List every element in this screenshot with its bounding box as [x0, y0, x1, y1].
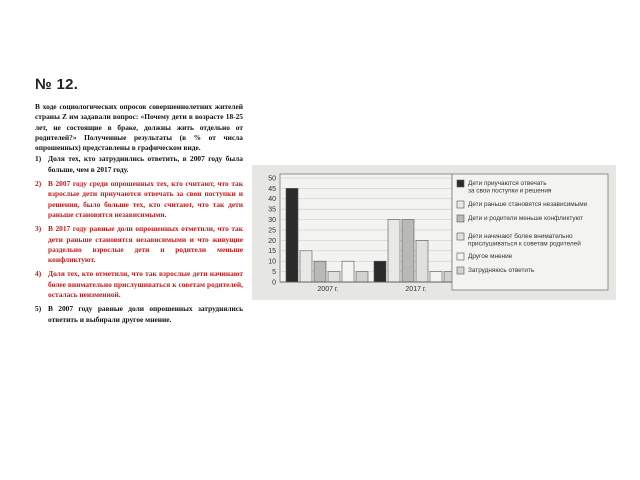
y-tick-label: 50: [268, 175, 276, 183]
legend-swatch: [457, 215, 464, 222]
legend-label: Затрудняюсь ответить: [468, 267, 535, 274]
answer-number: 1): [35, 154, 42, 164]
y-tick-label: 15: [268, 248, 276, 256]
legend-swatch: [457, 267, 464, 274]
task-text: [35, 102, 243, 329]
chart-photo: [252, 165, 616, 300]
answer-number: 4): [35, 269, 42, 279]
bar: [402, 220, 414, 282]
y-tick-label: 10: [268, 258, 276, 266]
x-tick-label: 2007 г.: [317, 286, 339, 293]
answer-number: 5): [35, 304, 42, 314]
answer-text: Доля тех, кто затруднились ответить, в 2007 году была больше, чем в 2017 году.: [48, 154, 243, 174]
bar-chart: [252, 165, 616, 300]
bar: [314, 261, 326, 282]
bar: [356, 272, 368, 282]
legend-label: Дети приучаются отвечать за свои поступки и решения: [468, 180, 552, 195]
task-title: № 12.: [35, 76, 79, 93]
answer-text: В 2017 году равные доли опрошенных отметили, что так дети раньше становятся независимыми и что живущие раздельно взрослые дети и родители меньше конфликтуют.: [48, 224, 243, 265]
answer-number: 3): [35, 224, 42, 234]
answer-item: [35, 304, 243, 325]
y-tick-label: 35: [268, 206, 276, 214]
bar: [374, 261, 386, 282]
legend-swatch: [457, 201, 464, 208]
legend-swatch: [457, 180, 464, 187]
bar: [300, 251, 312, 282]
legend-label: Дети начинают более внимательно прислушиваться к советам родителей: [468, 233, 581, 248]
bar: [430, 272, 442, 282]
answer-list: [35, 154, 243, 324]
legend-swatch: [457, 233, 464, 240]
answer-item: [35, 269, 243, 300]
y-tick-label: 25: [268, 227, 276, 235]
bar: [328, 272, 340, 282]
legend-swatch: [457, 253, 464, 260]
answer-text: В 2007 году среди опрошенных тех, кто считают, что так взрослые дети приучаются отвечать за свои поступки и решения, было больше тех, кто считают, что так дети раньше становятся независимыми.: [48, 179, 243, 219]
legend-label: Другое мнение: [468, 253, 513, 260]
bar: [388, 220, 400, 282]
x-tick-label: 2017 г.: [405, 286, 427, 293]
y-tick-label: 45: [268, 185, 276, 193]
answer-text: В 2007 году равные доли опрошенных затруднялись ответить и выбирали другое мнение.: [48, 304, 243, 324]
legend-label: Дети раньше становятся независимыми: [468, 201, 588, 208]
bar: [342, 261, 354, 282]
y-tick-label: 40: [268, 196, 276, 204]
answer-item: [35, 179, 243, 220]
y-tick-label: 5: [272, 269, 276, 276]
bar: [416, 240, 428, 282]
answer-text: Доля тех, кто отметили, что так взрослые дети начинают более внимательно прислушиваться к советам родителей, осталась неизменной.: [48, 269, 243, 300]
answer-item: [35, 224, 243, 265]
question-text: В ходе социологических опросов совершеннолетних жителей страны Z им задавали вопрос: «Почему дети в возрасте 18-25 лет, не состоящие в браке, должны жить отдельно от родителей?» Полученные результаты (в % от числа опрошенных) представлены в графическом виде.: [35, 102, 243, 153]
answer-item: [35, 154, 243, 175]
y-tick-label: 20: [268, 237, 276, 245]
y-tick-label: 0: [272, 279, 276, 287]
bar: [286, 188, 298, 282]
answer-number: 2): [35, 179, 42, 189]
legend-label: Дети и родители меньше конфликтуют: [468, 215, 584, 222]
y-tick-label: 30: [268, 217, 276, 224]
